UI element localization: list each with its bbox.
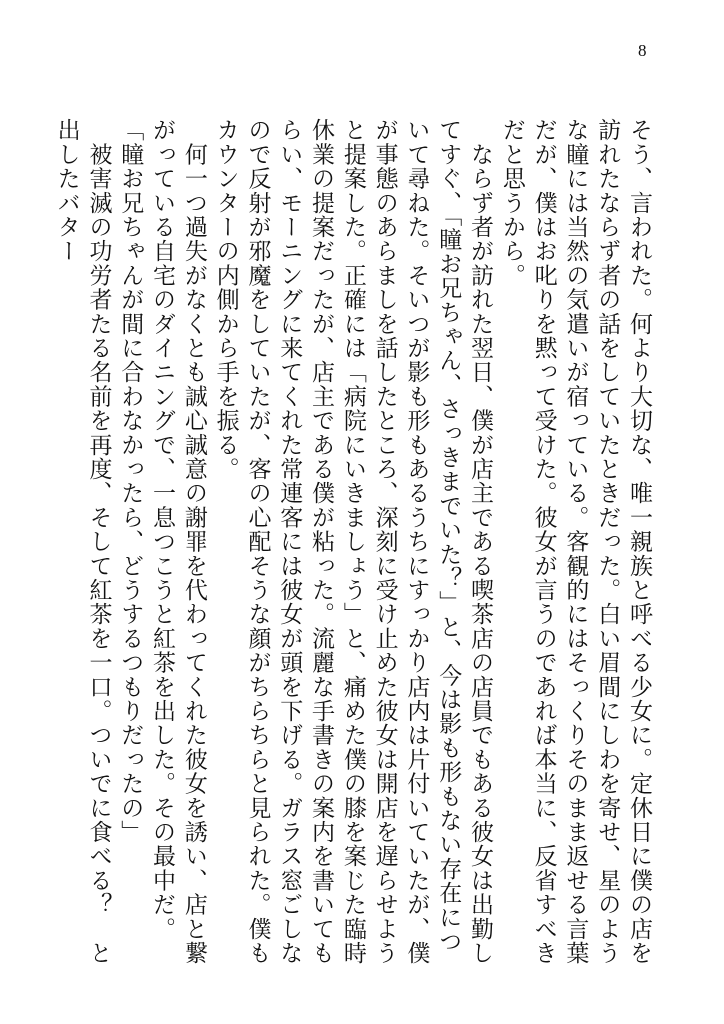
- paragraph: そう、言われた。何より大切な、唯一親族と呼べる少女に。定休日に僕の店を訪れたならず者の話をしていたときだった。白い眉間にしわを寄せ、星のような瞳には当然の気遣いが宿っている。客観的にはそっくりそのまま返せる言葉だが、僕はお叱りを黙って受けた。彼女が言うのであれば本当に、反省すべきだと思うから。: [498, 118, 652, 966]
- paragraph: ならず者が訪れた翌日、僕が店主である喫茶店の店員でもある彼女は出勤してすぐ、「瞳お兄ちゃん、さっきまでいた？」と、今は影も形もない存在について尋ねた。そいつが影も形もあるうちにすっかり店内は片付いていたが、僕が事態のあらましを話したところ、深刻に受け止めた彼女は開店を遅らせようと提案した。正確には「病院にいきましょう」と、痛めた僕の膝を案じた臨時休業の提案だったが、店主である僕が粘った。流麗な手書きの案内を書いてもらい、モーニングに来てくれた常連客には彼女が頭を下げる。ガラス窓ごしなので反射が邪魔をしていたが、客の心配そうな顔がちらちらと見られた。僕もカウンターの内側から手を振る。: [212, 118, 494, 965]
- vertical-body-text: [50, 118, 654, 968]
- paragraph: 被害滅の功労者たる名前を再度、そして紅茶を一口。ついでに食べる？ と出したバター: [53, 118, 112, 965]
- paragraph: 「瞳お兄ちゃんが間に合わなかったら、どうするつもりだったの」: [117, 118, 144, 844]
- paragraph: 何一つ過失がなくとも誠心誠意の謝罪を代わってくれた彼女を誘い、店と繋がっている自宅のダイニングで、一息つこうと紅茶を出した。その最中だ。: [149, 118, 207, 966]
- page-number: 8: [638, 41, 647, 60]
